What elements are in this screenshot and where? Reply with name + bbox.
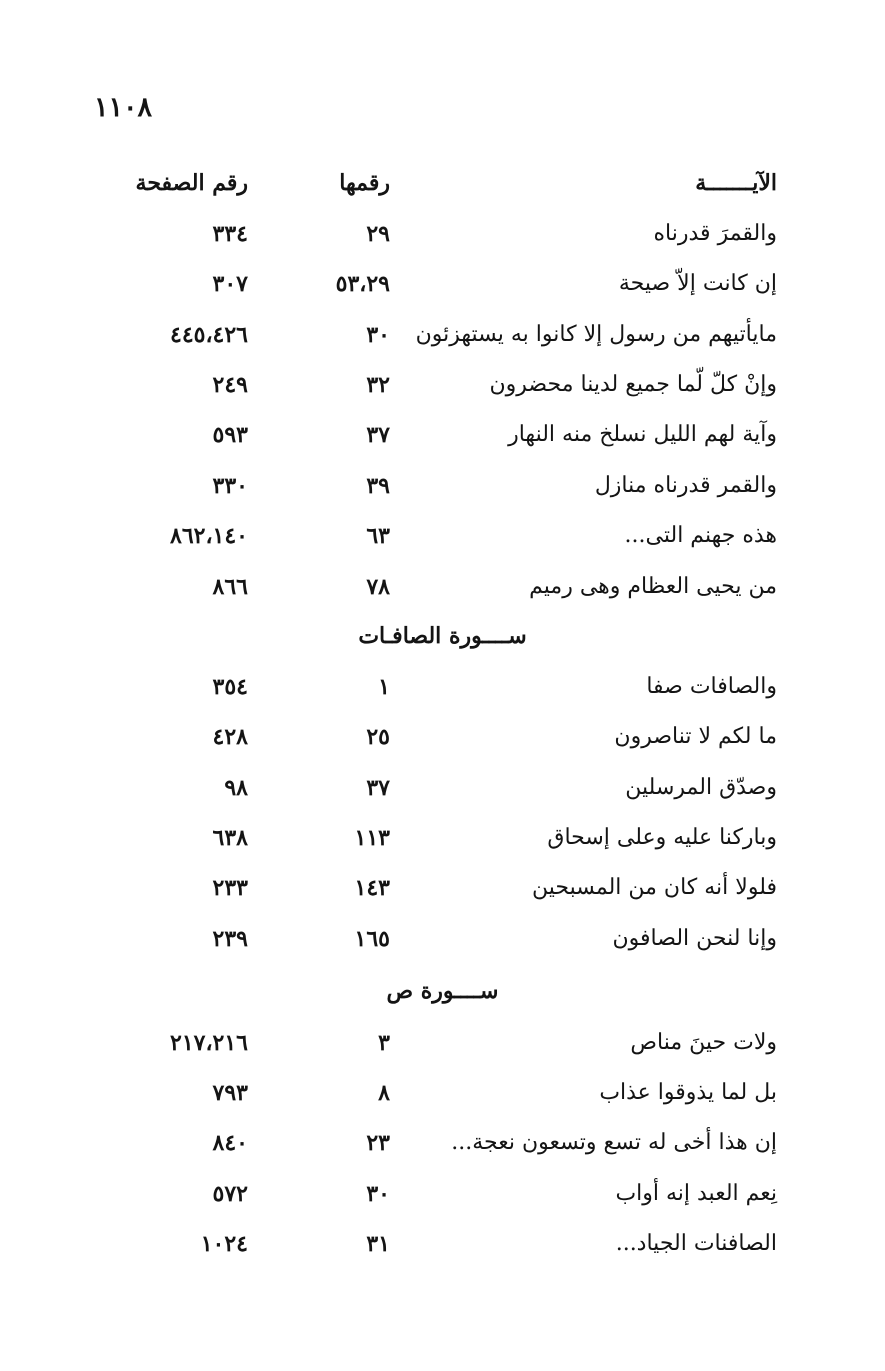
- verse-number: ٨: [378, 1080, 390, 1106]
- table-row: [0, 1219, 885, 1269]
- verse-number: ١٤٣: [354, 875, 390, 901]
- table-row: [0, 360, 885, 410]
- verse-text: الصافنات الجياد...: [615, 1231, 777, 1256]
- header-verse-number: رقمها: [339, 170, 390, 196]
- page-number: ١١٠٨: [94, 92, 153, 123]
- page-reference: ٨٦٢،١٤٠: [170, 523, 248, 549]
- verse-text: ولات حينَ مناص: [630, 1030, 777, 1055]
- verse-number: ٦٣: [366, 523, 390, 549]
- page-reference: ٥٧٢: [212, 1181, 248, 1207]
- table-row: [0, 1068, 885, 1118]
- verse-number: ١٦٥: [354, 926, 390, 952]
- table-row: [0, 562, 885, 612]
- table-row: [0, 410, 885, 460]
- table-row: [0, 914, 885, 964]
- verse-text: والقمرَ قدرناه: [653, 221, 777, 246]
- table-row: [0, 511, 885, 561]
- verse-text: مايأتيهم من رسول إلا كانوا به يستهزئون: [415, 322, 777, 347]
- surah-heading: ســــورة ص: [386, 978, 499, 1004]
- table-row: [0, 712, 885, 762]
- table-row: [0, 209, 885, 259]
- verse-text: ما لكم لا تناصرون: [614, 724, 777, 749]
- verse-text: فلولا أنه كان من المسبحين: [532, 875, 777, 900]
- table-row: [0, 763, 885, 813]
- verse-number: ٣٠: [366, 1181, 390, 1207]
- verse-text: هذه جهنم التى...: [624, 523, 777, 548]
- verse-number: ٢٣: [366, 1130, 390, 1156]
- surah-heading: ســــورة الصافـات: [358, 623, 527, 649]
- table-header: [0, 158, 885, 208]
- page-reference: ٣٠٧: [212, 271, 248, 297]
- page-reference: ٣٣٠: [212, 473, 248, 499]
- table-row: [0, 461, 885, 511]
- verse-text: وآية لهم الليل نسلخ منه النهار: [508, 422, 777, 447]
- verse-text: بل لما يذوقوا عذاب: [599, 1080, 777, 1105]
- verse-number: ٣: [378, 1030, 390, 1056]
- page-reference: ٢١٧،٢١٦: [170, 1030, 248, 1056]
- verse-number: ٥٣،٢٩: [335, 271, 390, 297]
- verse-text: نِعم العبد إنه أواب: [615, 1181, 777, 1206]
- table-row: [0, 863, 885, 913]
- page-reference: ٨٤٠: [212, 1130, 248, 1156]
- verse-text: وصدّق المرسلين: [625, 775, 777, 800]
- table-row: [0, 662, 885, 712]
- page-reference: ٥٩٣: [212, 422, 248, 448]
- verse-text: إن كانت إلاّ صيحة: [618, 271, 777, 296]
- page-reference: ٣٥٤: [212, 674, 248, 700]
- table-row: [0, 1169, 885, 1219]
- verse-text: من يحيى العظام وهى رميم: [529, 574, 777, 599]
- verse-text: إن هذا أخى له تسع وتسعون نعجة...: [451, 1130, 777, 1155]
- verse-number: ٣٧: [366, 422, 390, 448]
- table-row: [0, 1118, 885, 1168]
- verse-number: ٢٥: [366, 724, 390, 750]
- table-row: [0, 813, 885, 863]
- table-row: [0, 1018, 885, 1068]
- table-row: [0, 310, 885, 360]
- verse-number: ٣٢: [366, 372, 390, 398]
- verse-text: وإنا لنحن الصافون: [612, 926, 777, 951]
- page-reference: ٢٣٣: [212, 875, 248, 901]
- page-reference: ٤٢٨: [212, 724, 248, 750]
- page-reference: ١٠٢٤: [200, 1231, 248, 1257]
- verse-number: ٢٩: [366, 221, 390, 247]
- verse-number: ١١٣: [354, 825, 390, 851]
- verse-number: ٣٠: [366, 322, 390, 348]
- verse-number: ٣٩: [366, 473, 390, 499]
- verse-number: ٣١: [366, 1231, 390, 1257]
- table-row: [0, 259, 885, 309]
- page-reference: ٩٨: [224, 775, 248, 801]
- page-reference: ٢٣٩: [212, 926, 248, 952]
- page-reference: ٤٤٥،٤٢٦: [170, 322, 248, 348]
- verse-text: وإنْ كلّ لّما جميع لدينا محضرون: [489, 372, 777, 397]
- verse-text: والقمر قدرناه منازل: [594, 473, 777, 498]
- header-page-number: رقم الصفحة: [135, 170, 248, 196]
- verse-number: ٣٧: [366, 775, 390, 801]
- page-reference: ٧٩٣: [212, 1080, 248, 1106]
- page-reference: ٦٣٨: [212, 825, 248, 851]
- verse-number: ١: [378, 674, 390, 700]
- verse-text: وباركنا عليه وعلى إسحاق: [547, 825, 777, 850]
- page-reference: ٢٤٩: [212, 372, 248, 398]
- header-verse: الآيـــــــة: [695, 170, 777, 196]
- page-reference: ٣٣٤: [212, 221, 248, 247]
- verse-text: والصافات صفا: [646, 674, 777, 699]
- verse-number: ٧٨: [366, 574, 390, 600]
- page-reference: ٨٦٦: [212, 574, 248, 600]
